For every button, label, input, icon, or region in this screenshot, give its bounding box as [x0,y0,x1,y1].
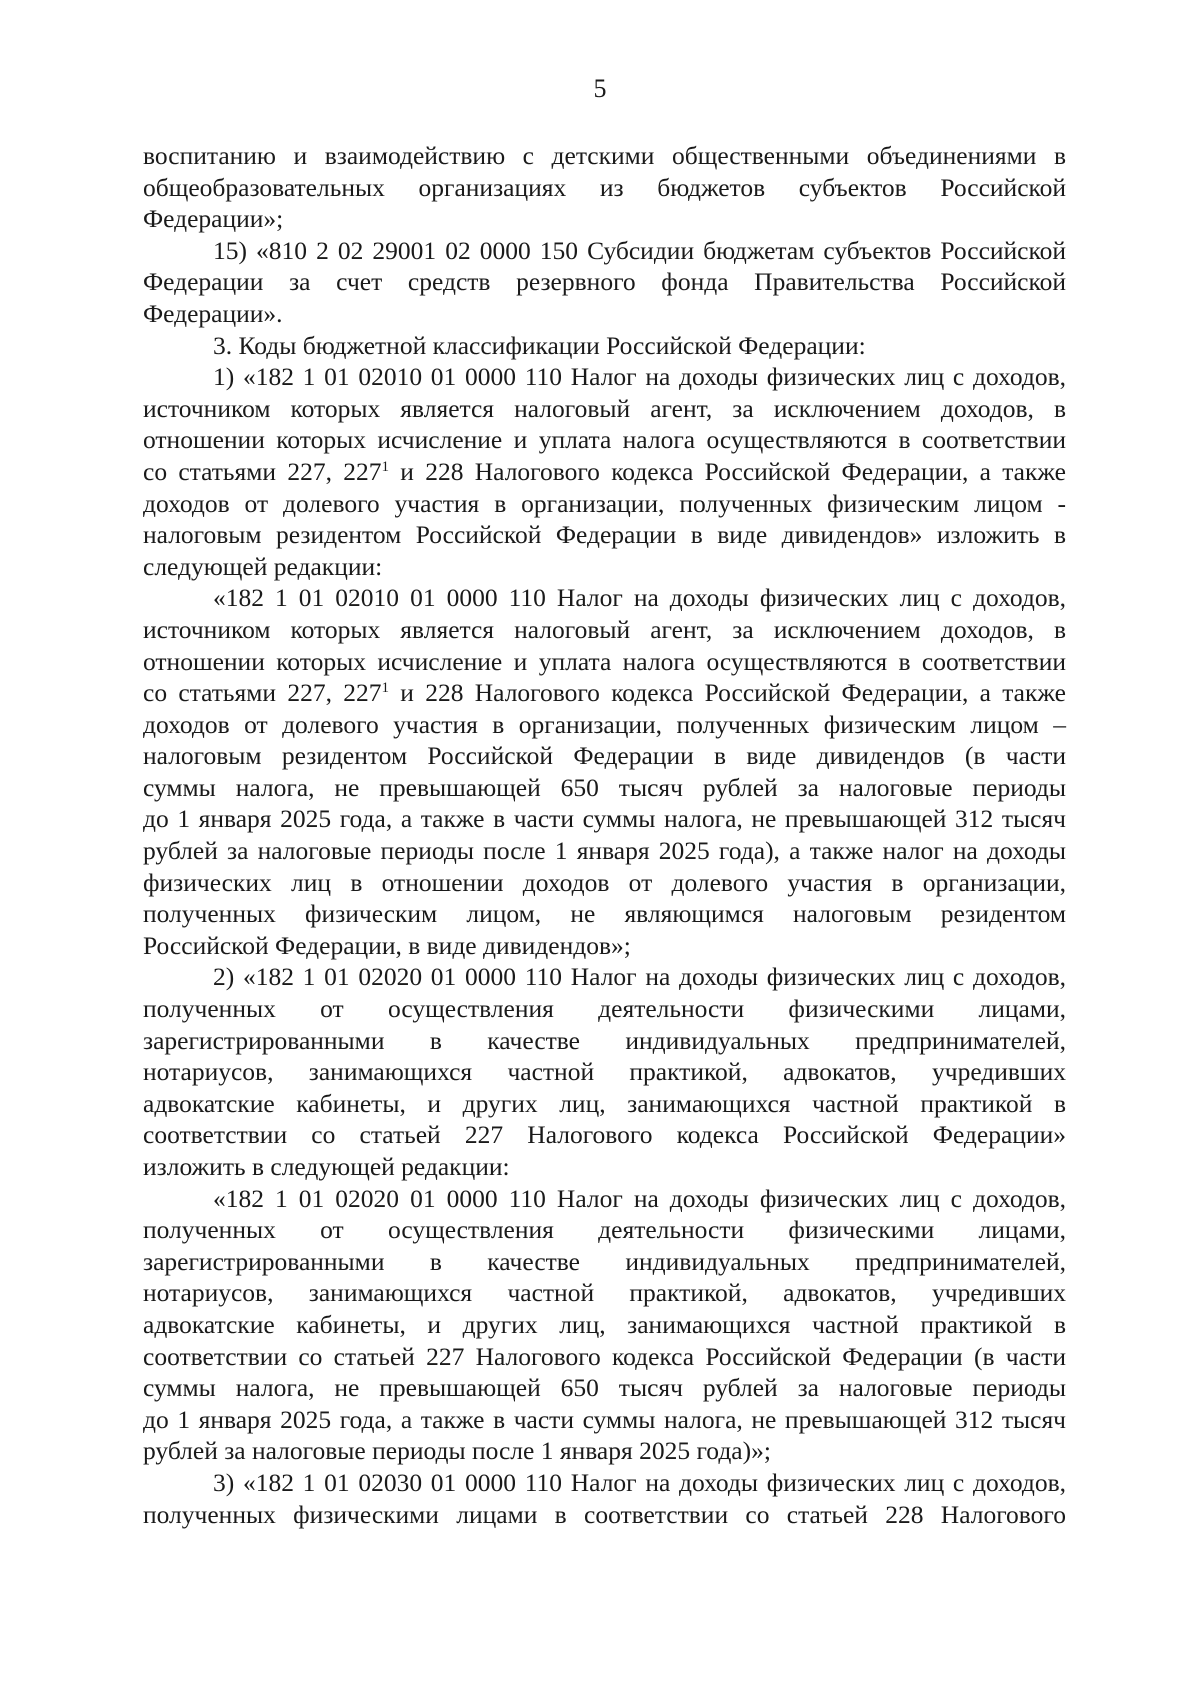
text-line: нотариусов, занимающихся частной практикой, адвокатов, учредивших [143,1278,1066,1308]
text-line: соответствии со статьей 227 Налогового кодекса Российской Федерации» [143,1120,1066,1150]
superscript: 1 [381,680,389,697]
text-line: доходов от долевого участия в организации, полученных физическим лицом – [143,709,1066,739]
text-line: доходов от долевого участия в организации, полученных физическим лицом - [143,488,1066,518]
superscript: 1 [381,458,389,475]
text-line: нотариусов, занимающихся частной практикой, адвокатов, учредивших [143,1057,1066,1087]
text-line: Федерации»; [143,204,284,234]
text-segment: и 228 Налогового кодекса Российской Федерации, а также [389,678,1066,708]
text-line: 1) «182 1 01 02010 01 0000 110 Налог на доходы физических лиц с доходов, [213,362,1066,392]
text-line: общеобразовательных организациях из бюджетов субъектов Российской [143,172,1066,202]
text-line: полученных физическим лицом, не являющимся налоговым резидентом [143,899,1066,929]
text-line: адвокатские кабинеты, и других лиц, занимающихся частной практикой в [143,1088,1066,1118]
text-line: Федерации за счет средств резервного фонда Правительства Российской [143,267,1066,297]
text-line: 15) «810 2 02 29001 02 0000 150 Субсидии бюджетам субъектов Российской [213,235,1066,265]
text-line: до 1 января 2025 года, а также в части суммы налога, не превышающей 312 тысяч [143,804,1066,834]
text-line: отношении которых исчисление и уплата налога осуществляются в соответствии [143,425,1066,455]
text-segment: со статьями 227, 227 [143,678,382,708]
text-line: 3. Коды бюджетной классификации Российской Федерации: [213,330,866,360]
text-line: полученных от осуществления деятельности физическими лицами, [143,1215,1066,1245]
text-line: физических лиц в отношении доходов от долевого участия в организации, [143,867,1066,897]
text-line: полученных от осуществления деятельности физическими лицами, [143,994,1066,1024]
text-line [143,456,1066,488]
text-line: 2) «182 1 01 02020 01 0000 110 Налог на доходы физических лиц с доходов, [213,962,1066,992]
text-line: отношении которых исчисление и уплата налога осуществляются в соответствии [143,646,1066,676]
text-line: налоговым резидентом Российской Федерации в виде дивидендов» изложить в [143,520,1066,550]
text-line: источником которых является налоговый агент, за исключением доходов, в [143,393,1066,423]
text-line: до 1 января 2025 года, а также в части суммы налога, не превышающей 312 тысяч [143,1404,1066,1434]
text-line: зарегистрированными в качестве индивидуальных предпринимателей, [143,1025,1066,1055]
document-body [143,140,1066,1530]
text-line: налоговым резидентом Российской Федерации в виде дивидендов (в части [143,741,1066,771]
text-line: суммы налога, не превышающей 650 тысяч рублей за налоговые периоды [143,772,1066,802]
text-line: Федерации». [143,298,283,328]
text-line: источником которых является налоговый агент, за исключением доходов, в [143,614,1066,644]
text-line: полученных физическими лицами в соответствии со статьей 228 Налогового [143,1499,1066,1529]
text-segment: и 228 Налогового кодекса Российской Федерации, а также [389,456,1066,486]
text-line [143,677,1066,709]
text-line: изложить в следующей редакции: [143,1152,510,1181]
text-line: воспитанию и взаимодействию с детскими общественными объединениями в [143,141,1066,170]
text-line: зарегистрированными в качестве индивидуальных предпринимателей, [143,1246,1066,1276]
text-line: соответствии со статьей 227 Налогового кодекса Российской Федерации (в части [143,1341,1066,1371]
text-line: адвокатские кабинеты, и других лиц, занимающихся частной практикой в [143,1309,1066,1339]
text-line: суммы налога, не превышающей 650 тысяч рублей за налоговые периоды [143,1373,1066,1403]
text-segment: со статьями 227, 227 [143,456,382,486]
text-line: рублей за налоговые периоды после 1 января 2025 года)»; [143,1436,771,1466]
text-line: Российской Федерации, в виде дивидендов»; [143,930,631,960]
page-number: 5 [593,74,607,103]
text-line: рублей за налоговые периоды после 1 января 2025 года), а также налог на доходы [143,836,1066,866]
text-line: следующей редакции: [143,551,383,581]
text-line: «182 1 01 02020 01 0000 110 Налог на доходы физических лиц с доходов, [213,1183,1066,1213]
text-line: 3) «182 1 01 02030 01 0000 110 Налог на доходы физических лиц с доходов, [213,1467,1066,1497]
text-line: «182 1 01 02010 01 0000 110 Налог на доходы физических лиц с доходов, [213,583,1066,613]
